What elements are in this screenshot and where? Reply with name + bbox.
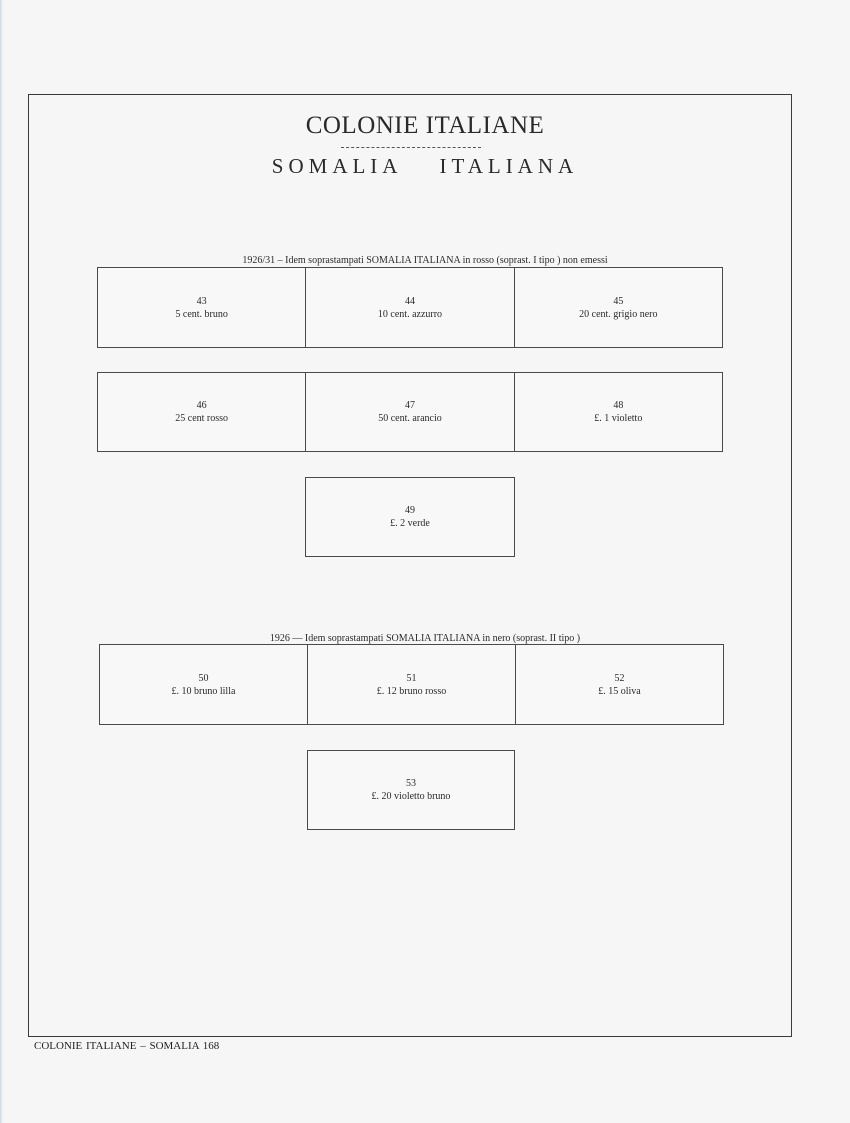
page-title: COLONIE ITALIANE: [305, 112, 545, 139]
stamp-row: [97, 267, 723, 348]
stamp-space: [100, 645, 307, 724]
stamp-space: [306, 478, 514, 556]
page-frame: [28, 94, 792, 1037]
stamp-number: 50: [198, 672, 209, 684]
stamp-space: [98, 268, 305, 347]
stamp-number: 47: [404, 400, 415, 411]
stamp-row: [99, 644, 724, 725]
stamp-description: 50 cent. arancio: [378, 413, 442, 424]
stamp-space: [98, 373, 305, 451]
stamp-number: 53: [406, 778, 416, 789]
page-subtitle: SOMALIA ITALIANA: [271, 154, 579, 178]
stamp-number: 43: [196, 295, 207, 307]
stamp-description: 5 cent. bruno: [175, 308, 228, 320]
stamp-description: 20 cent. grigio nero: [579, 308, 658, 320]
section-caption: 1926/31 – Idem soprastampati SOMALIA ITALIANA in rosso (soprast. I tipo ) non emessi: [242, 255, 608, 266]
stamp-space: [515, 645, 723, 724]
stamp-number: 49: [405, 505, 415, 516]
stamp-row: [97, 372, 723, 452]
stamp-description: 25 cent rosso: [175, 413, 229, 424]
stamp-number: 44: [404, 295, 415, 307]
stamp-description: £. 1 violetto: [594, 413, 643, 424]
stamp-number: 48: [613, 400, 624, 411]
stamp-space: [514, 373, 722, 451]
stamp-description: £. 15 oliva: [598, 685, 641, 697]
stamp-number: 51: [406, 672, 417, 684]
stamp-description: £. 2 verde: [390, 518, 430, 529]
stamp-space: [514, 268, 722, 347]
title-divider: [341, 147, 481, 148]
stamp-row: [305, 477, 515, 557]
stamp-space: [307, 645, 515, 724]
stamp-number: 45: [613, 295, 624, 307]
stamp-description: £. 10 bruno lilla: [171, 685, 236, 697]
stamp-description: £. 20 violetto bruno: [371, 791, 451, 802]
stamp-number: 46: [196, 400, 207, 411]
stamp-space: [308, 751, 514, 829]
section-caption: 1926 — Idem soprastampati SOMALIA ITALIANA in nero (soprast. II tipo ): [269, 633, 581, 644]
stamp-row: [307, 750, 515, 830]
page-footer: COLONIE ITALIANE – SOMALIA 168: [34, 1040, 220, 1052]
stamp-space: [305, 268, 513, 347]
stamp-description: 10 cent. azzurro: [377, 308, 443, 320]
stamp-number: 52: [614, 672, 625, 684]
stamp-description: £. 12 bruno rosso: [376, 685, 447, 697]
stamp-space: [305, 373, 513, 451]
